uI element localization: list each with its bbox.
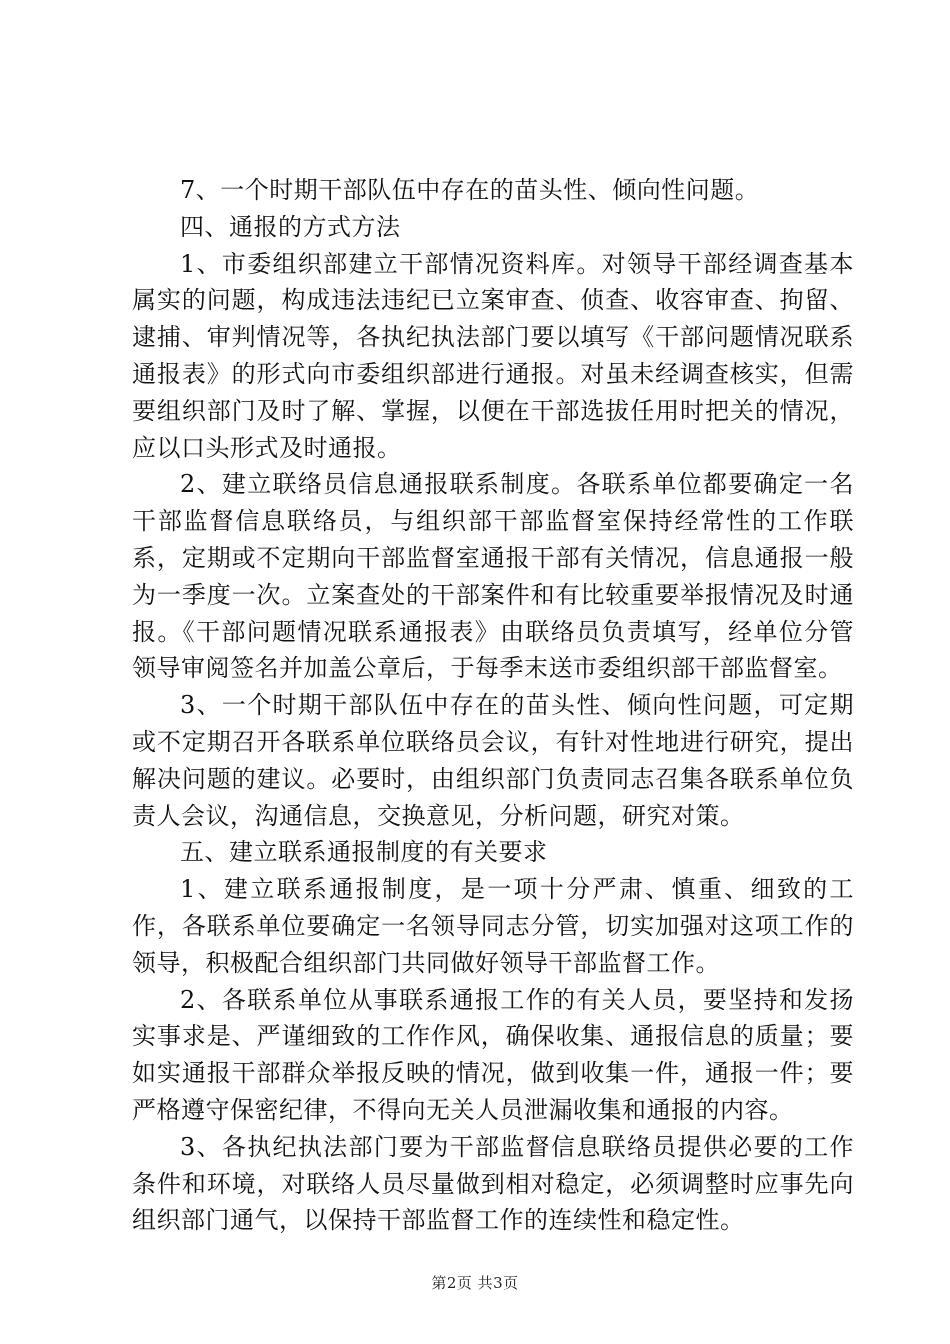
paragraph-item-1: 1、市委组织部建立干部情况资料库。对领导干部经调查基本属实的问题，构成违法违纪已立案审查、侦查、收容审查、拘留、逮捕、审判情况等，各执纪执法部门要以填写《干部问题情况联系通报表》的形式向市委组织部进行通报。对虽未经调查核实，但需要组织部门及时了解、掌握，以便在干部选拔任用时把关的情况，应以口头形式及时通报。 [132, 249, 854, 462]
paragraph-item-2: 2、建立联络员信息通报联系制度。各联系单位都要确定一名干部监督信息联络员，与组织部干部监督室保持经常性的工作联系，定期或不定期向干部监督室通报干部有关情况，信息通报一般为一季度一次。立案查处的干部案件和有比较重要举报情况及时通报。《干部问题情况联系通报表》由联络员负责填写，经单位分管领导审阅签名并加盖公章后，于每季末送市委组织部干部监督室。 [132, 470, 854, 683]
section-heading-5: 五、建立联系通报制度的有关要求 [180, 838, 548, 867]
requirement-item-2: 2、各联系单位从事联系通报工作的有关人员，要坚持和发扬实事求是、严谨细致的工作作风，确保收集、通报信息的质量；要如实通报干部群众举报反映的情况，做到收集一件，通报一件；要严格遵守保密纪律，不得向无关人员泄漏收集和通报的内容。 [132, 985, 854, 1124]
paragraph-item-3: 3、一个时期干部队伍中存在的苗头性、倾向性问题，可定期或不定期召开各联系单位联络员会议，有针对性地进行研究，提出解决问题的建议。必要时，由组织部门负责同志召集各联系单位负责人会议，沟通信息，交换意见，分析问题，研究对策。 [132, 691, 854, 830]
list-item-7-tendency-issues: 7、一个时期干部队伍中存在的苗头性、倾向性问题。 [180, 176, 760, 204]
page-number-footer: 第2页 共3页 [431, 1274, 519, 1292]
requirement-item-1: 1、建立联系通报制度，是一项十分严肃、慎重、细致的工作，各联系单位要确定一名领导同志分管，切实加强对这项工作的领导，积极配合组织部门共同做好领导干部监督工作。 [132, 875, 854, 977]
requirement-item-3: 3、各执纪执法部门要为干部监督信息联络员提供必要的工作条件和环境，对联络人员尽量做到相对稳定，必须调整时应事先向组织部门通气，以保持干部监督工作的连续性和稳定性。 [132, 1132, 854, 1235]
document-body [132, 172, 854, 1239]
section-heading-4: 四、通报的方式方法 [180, 212, 401, 241]
